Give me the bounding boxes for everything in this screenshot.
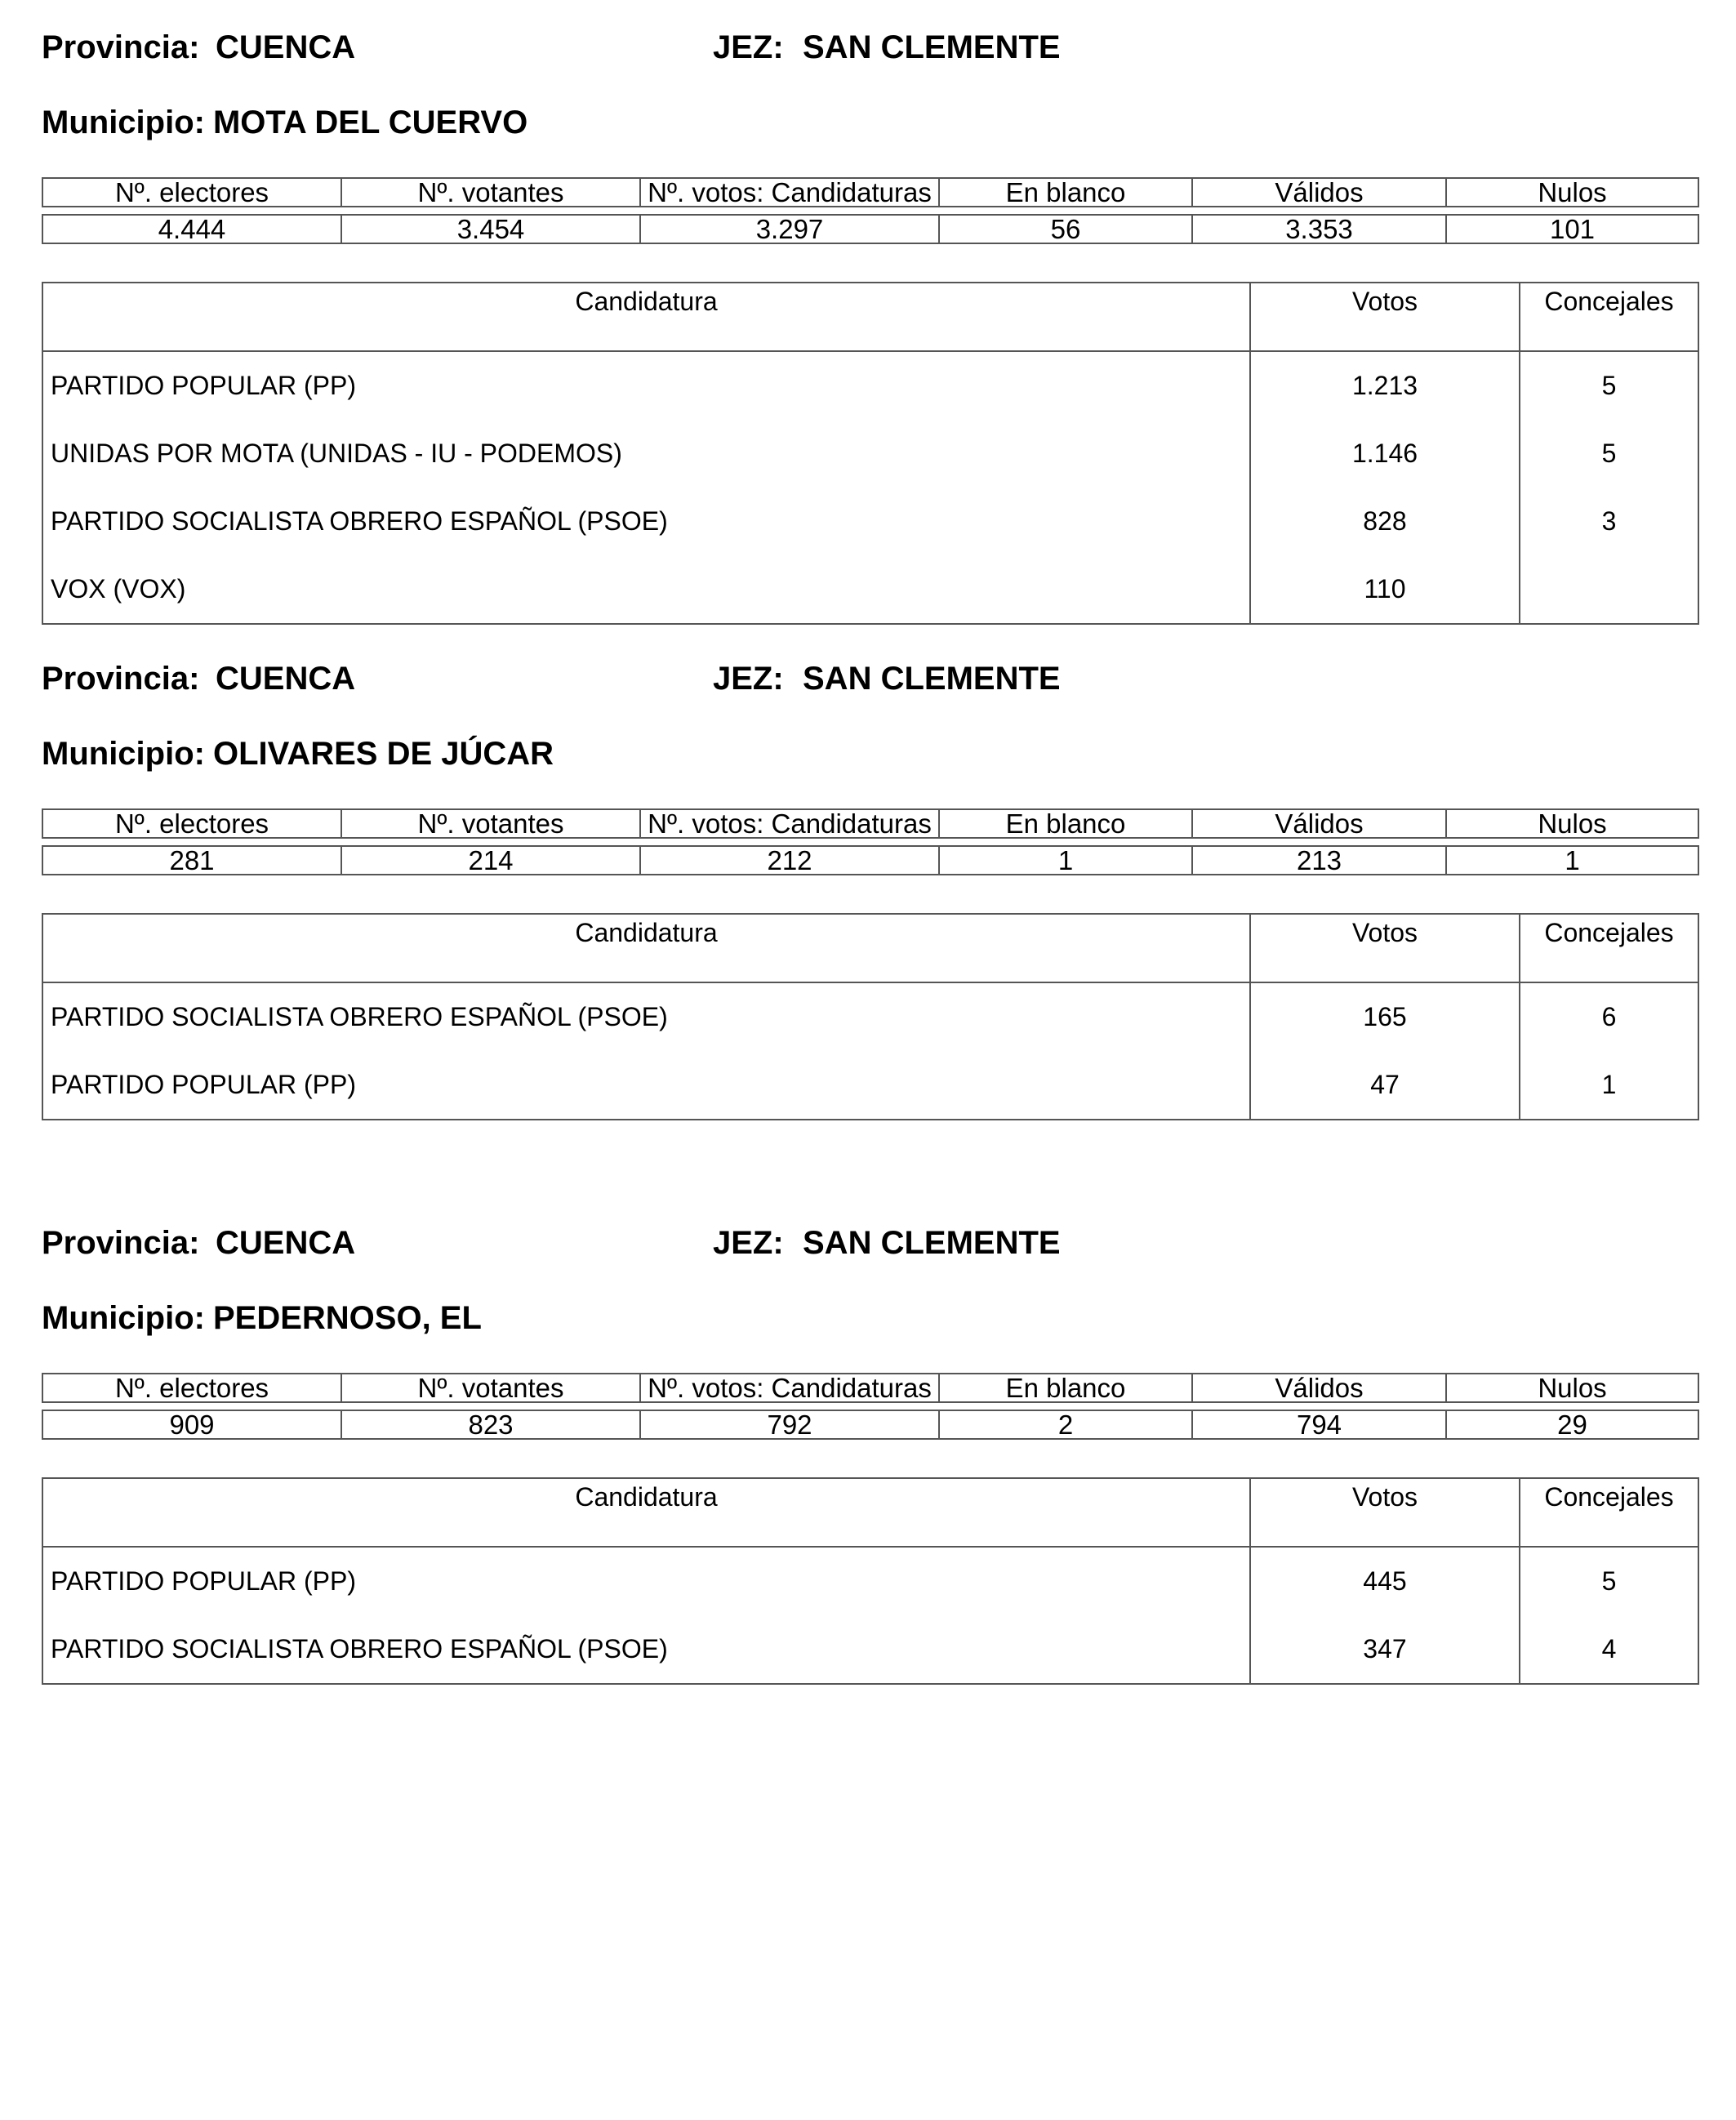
value-nulos: 1 xyxy=(1446,846,1698,875)
provincia-label: Provincia: xyxy=(42,661,200,697)
municipality-block-mota-del-cuervo xyxy=(42,27,1698,625)
header-nulos: Nulos xyxy=(1446,809,1698,838)
municipality-block-olivares-de-jucar xyxy=(42,658,1698,1120)
candidate-name: PARTIDO POPULAR (PP) xyxy=(42,1051,1250,1120)
candidate-votos: 828 xyxy=(1250,488,1520,555)
stats-gap-row xyxy=(42,838,1698,846)
header-votos-candidaturas: Nº. votos: Candidaturas xyxy=(640,1374,939,1402)
value-votantes: 823 xyxy=(341,1410,640,1439)
candidates-header-row xyxy=(42,914,1698,982)
candidates-header-row xyxy=(42,283,1698,351)
candidate-row xyxy=(42,982,1698,1051)
candidate-votos: 1.146 xyxy=(1250,420,1520,488)
header-validos: Válidos xyxy=(1192,809,1446,838)
candidate-name: UNIDAS POR MOTA (UNIDAS - IU - PODEMOS) xyxy=(42,420,1250,488)
value-electores: 4.444 xyxy=(42,215,341,243)
stats-gap-row xyxy=(42,207,1698,215)
provincia-label: Provincia: xyxy=(42,1225,200,1261)
stats-table xyxy=(42,177,1699,244)
header-candidatura: Candidatura xyxy=(42,283,1250,351)
stats-header-row xyxy=(42,1374,1698,1402)
candidate-name: PARTIDO POPULAR (PP) xyxy=(42,1547,1250,1615)
value-votantes: 3.454 xyxy=(341,215,640,243)
stats-header-row xyxy=(42,178,1698,207)
candidate-concejales: 5 xyxy=(1520,351,1698,420)
header-votantes: Nº. votantes xyxy=(341,809,640,838)
value-votos-candidaturas: 212 xyxy=(640,846,939,875)
candidate-concejales: 4 xyxy=(1520,1615,1698,1684)
municipality-block-pedernoso-el xyxy=(42,1223,1698,1685)
value-votos-candidaturas: 3.297 xyxy=(640,215,939,243)
candidate-name: PARTIDO SOCIALISTA OBRERO ESPAÑOL (PSOE) xyxy=(42,488,1250,555)
stats-value-row xyxy=(42,1410,1698,1439)
header-votantes: Nº. votantes xyxy=(341,178,640,207)
jez-label: JEZ: xyxy=(713,1225,784,1261)
candidate-votos: 110 xyxy=(1250,555,1520,624)
candidate-concejales: 5 xyxy=(1520,420,1698,488)
municipio-value: PEDERNOSO, EL xyxy=(212,1300,482,1336)
candidate-name: PARTIDO POPULAR (PP) xyxy=(42,351,1250,420)
header-en-blanco: En blanco xyxy=(939,1374,1192,1402)
province-header xyxy=(42,658,1698,699)
stats-gap-row xyxy=(42,1402,1698,1410)
header-votantes: Nº. votantes xyxy=(341,1374,640,1402)
header-concejales: Concejales xyxy=(1520,1478,1698,1547)
header-en-blanco: En blanco xyxy=(939,809,1192,838)
value-votos-candidaturas: 792 xyxy=(640,1410,939,1439)
candidate-name: VOX (VOX) xyxy=(42,555,1250,624)
value-electores: 281 xyxy=(42,846,341,875)
jez-label: JEZ: xyxy=(713,29,784,65)
municipio-header xyxy=(42,733,1698,774)
candidates-table xyxy=(42,913,1699,1120)
value-validos: 3.353 xyxy=(1192,215,1446,243)
provincia-value: CUENCA xyxy=(216,1225,356,1261)
provincia-value: CUENCA xyxy=(216,661,356,697)
candidate-row xyxy=(42,488,1698,555)
header-votos: Votos xyxy=(1250,1478,1520,1547)
stats-value-row xyxy=(42,846,1698,875)
stats-table xyxy=(42,808,1699,875)
candidates-header-row xyxy=(42,1478,1698,1547)
municipio-label: Municipio: xyxy=(42,736,205,772)
municipio-value: OLIVARES DE JÚCAR xyxy=(212,736,554,772)
jez-value: SAN CLEMENTE xyxy=(803,29,1061,65)
header-votos-candidaturas: Nº. votos: Candidaturas xyxy=(640,809,939,838)
candidate-row xyxy=(42,1547,1698,1615)
header-nulos: Nulos xyxy=(1446,1374,1698,1402)
value-validos: 213 xyxy=(1192,846,1446,875)
header-validos: Válidos xyxy=(1192,178,1446,207)
header-electores: Nº. electores xyxy=(42,1374,341,1402)
header-concejales: Concejales xyxy=(1520,283,1698,351)
province-header xyxy=(42,1223,1698,1263)
stats-header-row xyxy=(42,809,1698,838)
header-nulos: Nulos xyxy=(1446,178,1698,207)
municipio-value: MOTA DEL CUERVO xyxy=(212,105,528,140)
header-concejales: Concejales xyxy=(1520,914,1698,982)
candidate-votos: 347 xyxy=(1250,1615,1520,1684)
value-en-blanco: 2 xyxy=(939,1410,1192,1439)
value-validos: 794 xyxy=(1192,1410,1446,1439)
municipio-header xyxy=(42,102,1698,143)
header-electores: Nº. electores xyxy=(42,809,341,838)
header-votos-candidaturas: Nº. votos: Candidaturas xyxy=(640,178,939,207)
header-candidatura: Candidatura xyxy=(42,914,1250,982)
provincia-label: Provincia: xyxy=(42,29,200,65)
header-candidatura: Candidatura xyxy=(42,1478,1250,1547)
candidate-row xyxy=(42,420,1698,488)
candidate-row xyxy=(42,1051,1698,1120)
value-en-blanco: 56 xyxy=(939,215,1192,243)
candidate-votos: 47 xyxy=(1250,1051,1520,1120)
candidate-concejales: 1 xyxy=(1520,1051,1698,1120)
stats-table xyxy=(42,1373,1699,1440)
header-votos: Votos xyxy=(1250,914,1520,982)
municipio-label: Municipio: xyxy=(42,105,205,140)
value-nulos: 29 xyxy=(1446,1410,1698,1439)
candidates-table xyxy=(42,1477,1699,1685)
candidate-votos: 445 xyxy=(1250,1547,1520,1615)
municipio-label: Municipio: xyxy=(42,1300,205,1336)
candidate-concejales xyxy=(1520,555,1698,624)
candidate-name: PARTIDO SOCIALISTA OBRERO ESPAÑOL (PSOE) xyxy=(42,982,1250,1051)
value-votantes: 214 xyxy=(341,846,640,875)
value-en-blanco: 1 xyxy=(939,846,1192,875)
header-validos: Válidos xyxy=(1192,1374,1446,1402)
candidate-votos: 165 xyxy=(1250,982,1520,1051)
candidates-table xyxy=(42,282,1699,625)
candidate-concejales: 6 xyxy=(1520,982,1698,1051)
candidate-concejales: 5 xyxy=(1520,1547,1698,1615)
header-votos: Votos xyxy=(1250,283,1520,351)
candidate-row xyxy=(42,555,1698,624)
header-electores: Nº. electores xyxy=(42,178,341,207)
value-electores: 909 xyxy=(42,1410,341,1439)
provincia-value: CUENCA xyxy=(216,29,356,65)
header-en-blanco: En blanco xyxy=(939,178,1192,207)
candidate-row xyxy=(42,1615,1698,1684)
jez-value: SAN CLEMENTE xyxy=(803,1225,1061,1261)
province-header xyxy=(42,27,1698,68)
municipio-header xyxy=(42,1298,1698,1338)
jez-value: SAN CLEMENTE xyxy=(803,661,1061,697)
candidate-concejales: 3 xyxy=(1520,488,1698,555)
candidate-votos: 1.213 xyxy=(1250,351,1520,420)
candidate-row xyxy=(42,351,1698,420)
value-nulos: 101 xyxy=(1446,215,1698,243)
jez-label: JEZ: xyxy=(713,661,784,697)
candidate-name: PARTIDO SOCIALISTA OBRERO ESPAÑOL (PSOE) xyxy=(42,1615,1250,1684)
stats-value-row xyxy=(42,215,1698,243)
